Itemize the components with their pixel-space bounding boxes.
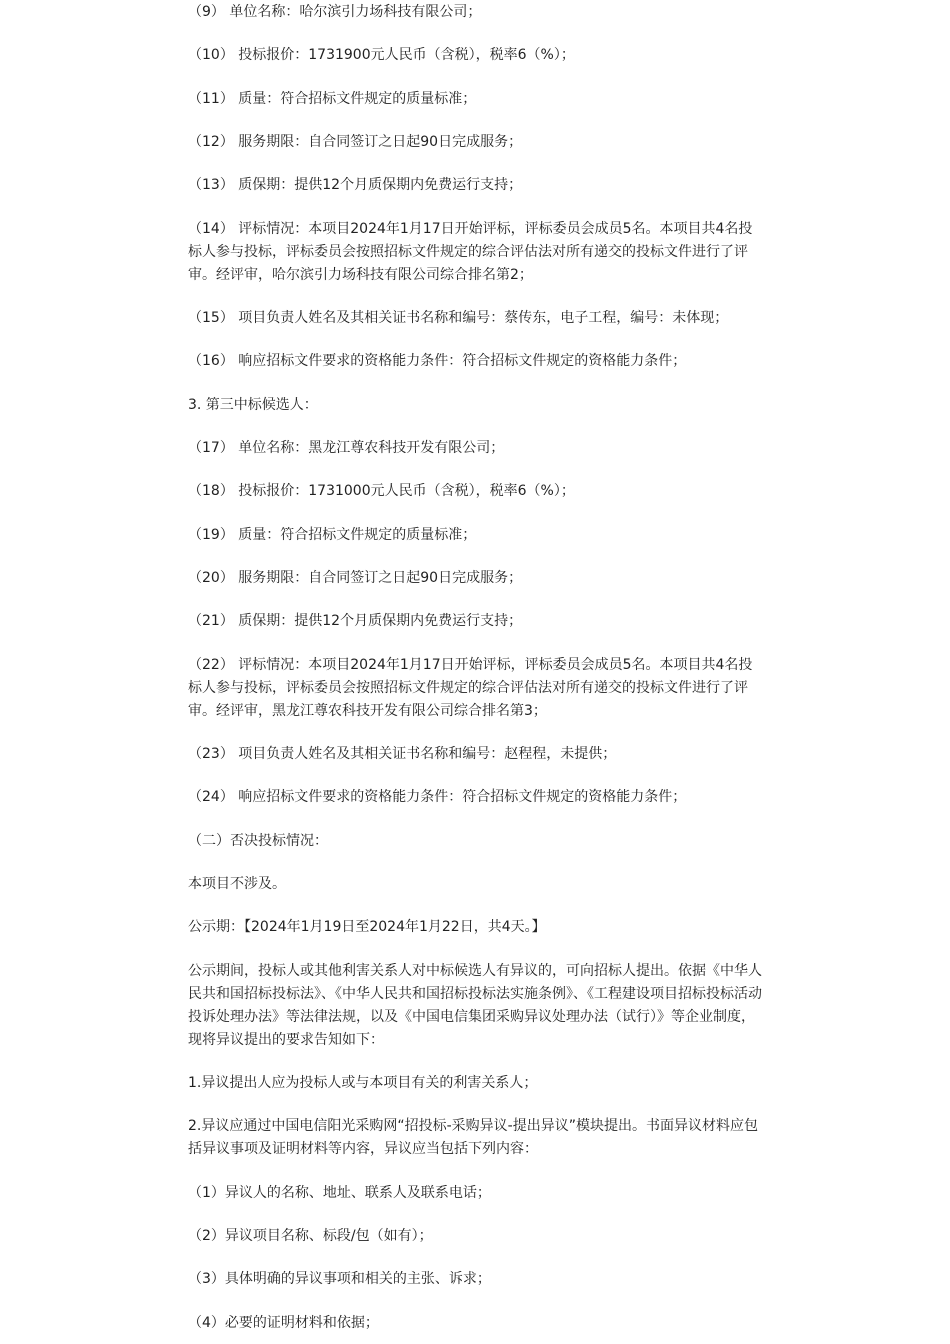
- objection-rule-2: 2.异议应通过中国电信阳光采购网“招投标-采购异议-提出异议”模块提出。书面异议材料应包括异议事项及证明材料等内容，异议应当包括下列内容：: [188, 1118, 758, 1157]
- item-18-bid-price: （18） 投标报价：1731000元人民币（含税），税率6（%）；: [188, 483, 575, 499]
- item-22-evaluation: （22） 评标情况：本项目2024年1月17日开始评标，评标委员会成员5名。本项目共4名投标人参与投标，评标委员会按照招标文件规定的综合评估法对所有递交的投标文件进行了评审。经评审，黑龙江尊农科技开发有限公司综合排名第3；: [188, 657, 753, 719]
- objection-content-1: （1）异议人的名称、地址、联系人及联系电话；: [188, 1185, 491, 1201]
- objection-rule-1: 1.异议提出人应为投标人或与本项目有关的利害关系人；: [188, 1075, 538, 1091]
- item-14-evaluation: （14） 评标情况：本项目2024年1月17日开始评标，评标委员会成员5名。本项目共4名投标人参与投标，评标委员会按照招标文件规定的综合评估法对所有递交的投标文件进行了评审。经评审，哈尔滨引力场科技有限公司综合排名第2；: [188, 221, 753, 283]
- rejected-bids-note: 本项目不涉及。: [188, 876, 286, 892]
- objection-content-4: （4）必要的证明材料和依据；: [188, 1315, 379, 1331]
- item-24-qualification: （24） 响应招标文件要求的资格能力条件：符合招标文件规定的资格能力条件；: [188, 789, 687, 805]
- objection-content-3: （3）具体明确的异议事项和相关的主张、诉求；: [188, 1271, 491, 1287]
- item-15-project-lead: （15） 项目负责人姓名及其相关证书名称和编号：蔡传东，电子工程，编号：未体现；: [188, 310, 729, 326]
- objection-intro: 公示期间，投标人或其他利害关系人对中标候选人有异议的，可向招标人提出。依据《中华人民共和国招标投标法》、《中华人民共和国招标投标法实施条例》、《工程建设项目招标投标活动投诉处理办法》等法律法规，以及《中国电信集团采购异议处理办法（试行）》等企业制度，现将异议提出的要求告知如下：: [188, 963, 762, 1048]
- objection-content-2: （2）异议项目名称、标段/包（如有）；: [188, 1228, 433, 1244]
- item-9-company-name: （9） 单位名称：哈尔滨引力场科技有限公司；: [188, 4, 482, 20]
- item-19-quality: （19） 质量：符合招标文件规定的质量标准；: [188, 527, 477, 543]
- item-12-service-period: （12） 服务期限：自合同签订之日起90日完成服务；: [188, 134, 523, 150]
- item-23-project-lead: （23） 项目负责人姓名及其相关证书名称和编号：赵程程，未提供；: [188, 746, 617, 762]
- section-third-candidate: 3. 第三中标候选人：: [188, 397, 318, 413]
- item-17-company-name: （17） 单位名称：黑龙江尊农科技开发有限公司；: [188, 440, 505, 456]
- section-rejected-bids: （二）否决投标情况：: [188, 833, 328, 849]
- item-16-qualification: （16） 响应招标文件要求的资格能力条件：符合招标文件规定的资格能力条件；: [188, 353, 687, 369]
- item-10-bid-price: （10） 投标报价：1731900元人民币（含税），税率6（%）；: [188, 47, 575, 63]
- publicity-period: 公示期：【2024年1月19日至2024年1月22日，共4天。】: [188, 919, 546, 935]
- item-21-warranty: （21） 质保期：提供12个月质保期内免费运行支持；: [188, 613, 523, 629]
- item-20-service-period: （20） 服务期限：自合同签订之日起90日完成服务；: [188, 570, 523, 586]
- item-13-warranty: （13） 质保期：提供12个月质保期内免费运行支持；: [188, 177, 523, 193]
- item-11-quality: （11） 质量：符合招标文件规定的质量标准；: [188, 91, 477, 107]
